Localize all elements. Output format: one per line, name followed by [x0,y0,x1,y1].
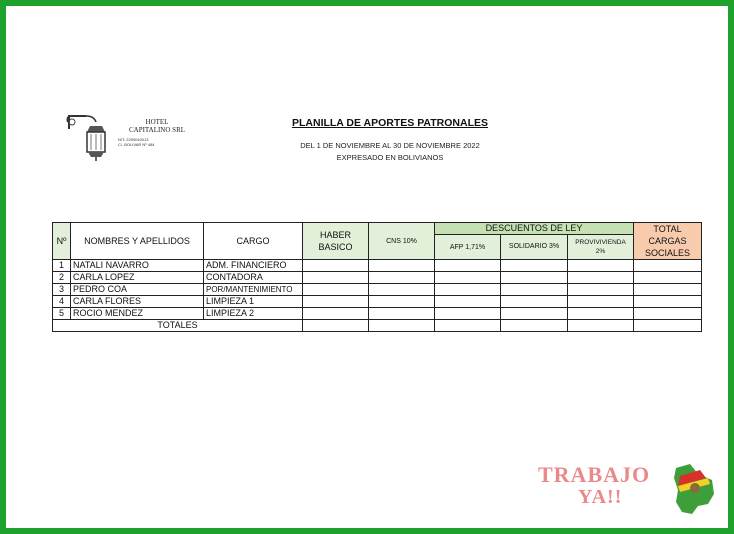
row-name: ROCIO MENDEZ [71,308,204,320]
watermark-line2: YA!! [578,486,623,508]
row-number: 3 [53,284,71,296]
row-number: 1 [53,260,71,272]
header-haber: HABER BASICO [303,223,369,260]
header-no: Nº [53,223,71,260]
period-text: DEL 1 DE NOVIEMBRE AL 30 DE NOVIEMBRE 2022 [300,141,480,150]
row-cargo: CONTADORA [204,272,303,284]
watermark-line1: TRABAJO [538,462,651,487]
contributions-table [52,222,702,332]
row-number: 4 [53,296,71,308]
table-row [53,296,702,308]
header-descuentos: DESCUENTOS DE LEY [435,223,634,235]
row-number: 2 [53,272,71,284]
header-cargo: CARGO [204,223,303,260]
header-afp: AFP 1,71% [435,235,501,260]
lantern-icon [66,112,110,162]
page-title: PLANILLA DE APORTES PATRONALES [291,117,488,129]
table-row [53,272,702,284]
row-number: 5 [53,308,71,320]
row-cargo: LIMPIEZA 1 [204,296,303,308]
table-row [53,260,702,272]
hotel-name-line1: HOTEL [145,118,169,126]
header-solidario: SOLIDARIO 3% [501,235,568,260]
hotel-address: C/. BOLIVAR Nº 484 [118,142,155,147]
table-row [53,284,702,296]
header-total: TOTAL CARGAS SOCIALES [634,223,702,260]
hotel-nit: NIT: 2299040013 [118,137,149,142]
row-cargo: ADM. FINANCIERO [204,260,303,272]
bolivia-map-icon [668,462,718,514]
totals-row [53,320,702,332]
watermark-logo [538,462,718,518]
header-cns: CNS 10% [369,223,435,260]
table-row [53,308,702,320]
row-name: NATALI NAVARRO [71,260,204,272]
hotel-logo [66,112,196,162]
hotel-name-line2: CAPITALINO SRL [128,126,186,134]
row-name: CARLA FLORES [71,296,204,308]
totals-label: TOTALES [53,320,303,332]
row-cargo: LIMPIEZA 2 [204,308,303,320]
header-names: NOMBRES Y APELLIDOS [71,223,204,260]
header-provivienda: PROVIVIVIENDA 2% [568,235,634,260]
currency-text: EXPRESADO EN BOLIVIANOS [336,153,444,162]
row-name: PEDRO COA [71,284,204,296]
row-cargo: POR/MANTENIMIENTO [204,284,303,296]
row-name: CARLA LOPEZ [71,272,204,284]
